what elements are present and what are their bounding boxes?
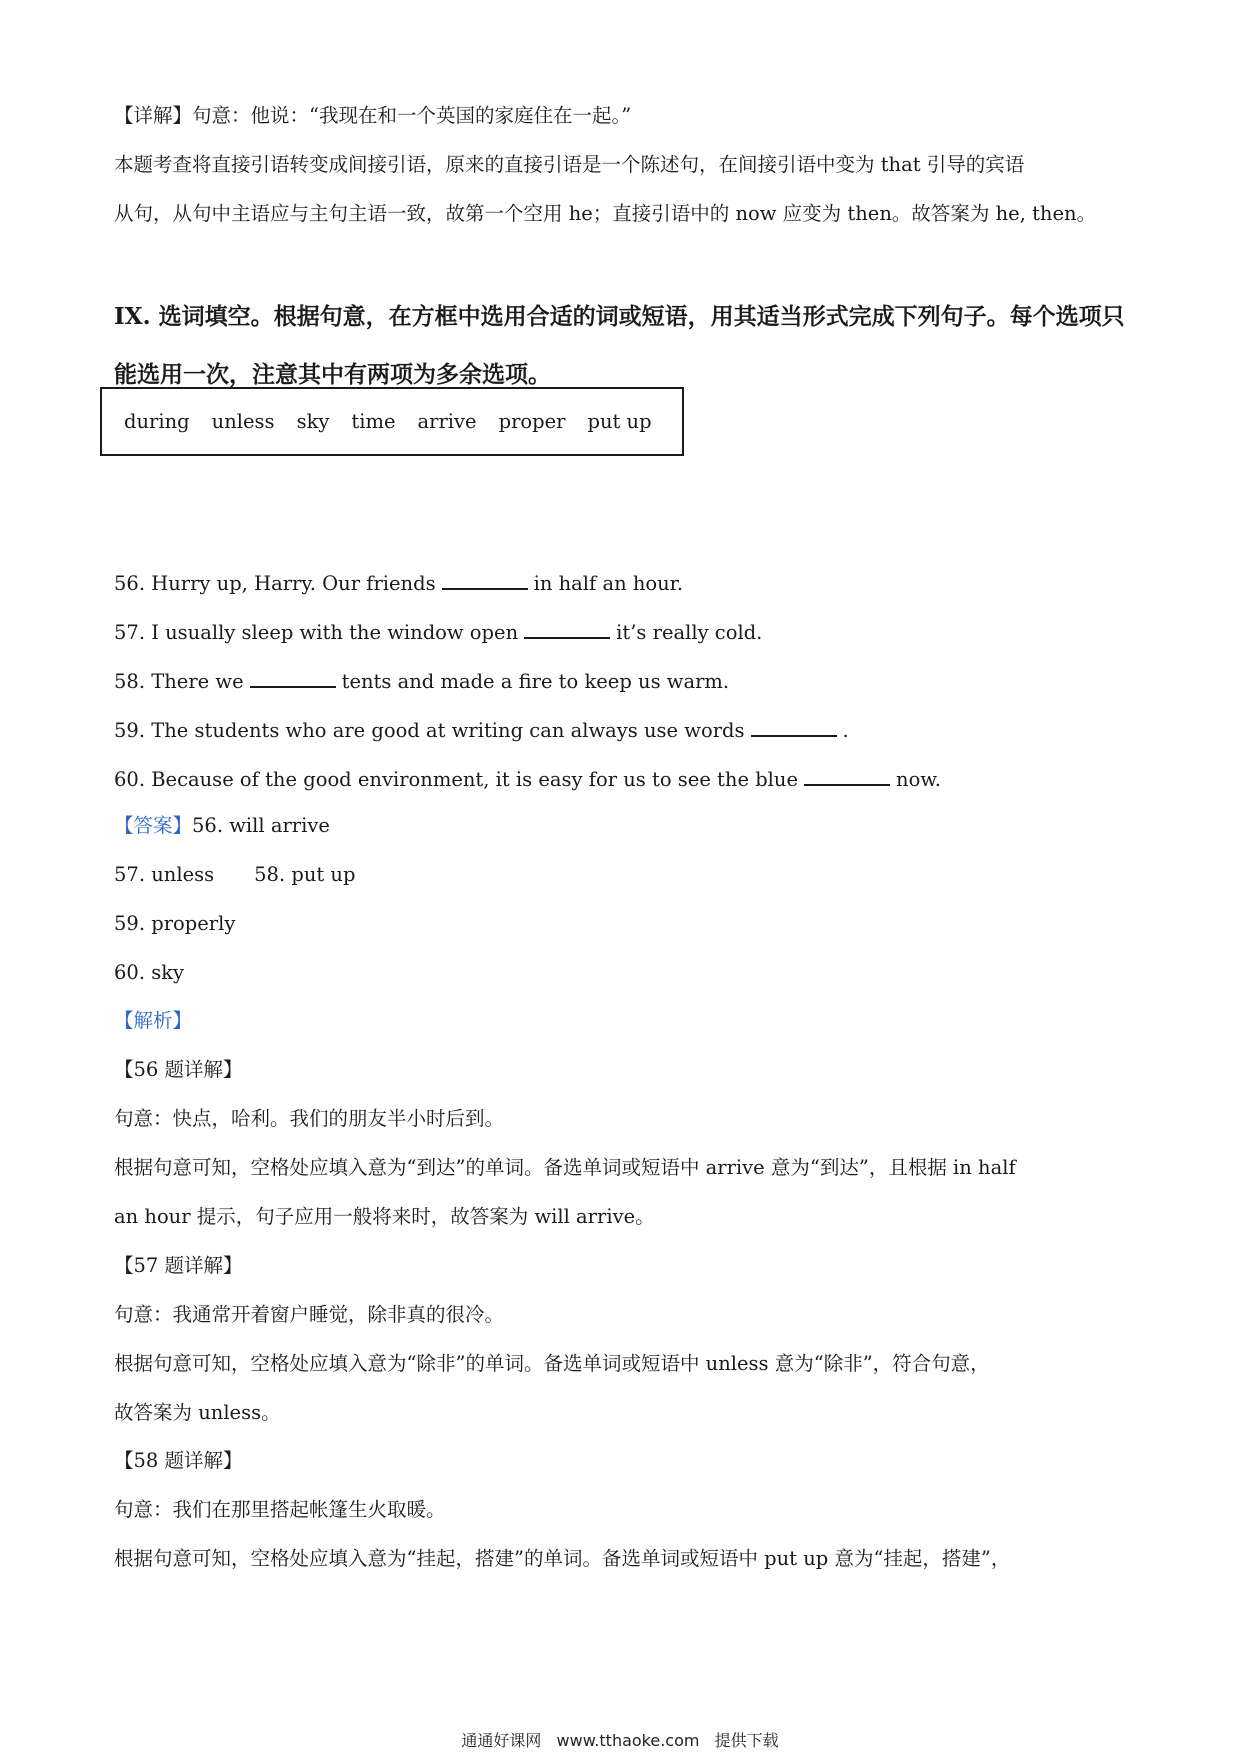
question-text: it’s really cold.	[616, 621, 763, 644]
answers-line	[114, 812, 330, 840]
answers-line	[114, 861, 355, 889]
q56-explain-1: 根据句意可知，空格处应填入意为“到达”的单词。备选单词或短语中 arrive 意为“到达”，且根据 in half	[114, 1156, 1016, 1179]
answer-blank	[751, 715, 837, 737]
answer-blank	[442, 568, 528, 590]
word-option: sky	[296, 410, 330, 433]
q57-title: 【57 题详解】	[114, 1254, 243, 1277]
question-text: tents and made a fire to keep us warm.	[341, 670, 730, 693]
q57-explain-2: 故答案为 unless。	[114, 1401, 281, 1424]
footer-download: 提供下载	[714, 1731, 779, 1750]
word-option: arrive	[417, 410, 477, 433]
answer-blank	[804, 764, 890, 786]
question-text: now.	[896, 768, 941, 791]
q58-meaning: 句意：我们在那里搭起帐篷生火取暖。	[114, 1498, 446, 1521]
question-56	[114, 568, 683, 598]
question-text: 59. The students who are good at writing can always use words	[114, 719, 745, 742]
question-text: in half an hour.	[533, 572, 684, 595]
word-box	[100, 387, 684, 456]
question-text: 56. Hurry up, Harry. Our friends	[114, 572, 436, 595]
detail-line: 【详解】句意：他说：“我现在和一个英国的家庭住在一起。”	[114, 104, 632, 127]
q56-title: 【56 题详解】	[114, 1058, 243, 1081]
answer-59: 59. properly	[114, 912, 236, 935]
question-text: 58. There we	[114, 670, 244, 693]
word-option: proper	[498, 410, 566, 433]
question-57	[114, 617, 762, 647]
word-option: unless	[211, 410, 275, 433]
answer-blank	[524, 617, 610, 639]
question-60	[114, 764, 941, 794]
question-58	[114, 666, 729, 696]
answer-57: 57. unless	[114, 863, 215, 886]
q57-explain-1: 根据句意可知，空格处应填入意为“除非”的单词。备选单词或短语中 unless 意为“除非”，符合句意，	[114, 1352, 990, 1375]
answer-tag: 【答案】	[114, 814, 193, 837]
question-59	[114, 715, 849, 745]
q58-title: 【58 题详解】	[114, 1449, 243, 1472]
analysis-tag: 【解析】	[114, 1009, 193, 1032]
page-footer	[0, 1728, 1240, 1751]
question-text: .	[842, 719, 849, 742]
question-text: 60. Because of the good environment, it is easy for us to see the blue	[114, 768, 799, 791]
question-text: 57. I usually sleep with the window open	[114, 621, 519, 644]
footer-url[interactable]: www.tthaoke.com	[556, 1731, 700, 1750]
answer-58: 58. put up	[254, 863, 356, 886]
word-option: put up	[587, 410, 652, 433]
explain-line-2: 从句，从句中主语应与主句主语一致，故第一个空用 he；直接引语中的 now 应变为 then。故答案为 he, then。	[114, 202, 1097, 225]
footer-site-name: 通通好课网	[461, 1731, 542, 1750]
section-heading: IX. 选词填空。根据句意，在方框中选用合适的词或短语，用其适当形式完成下列句子。每个选项只能选用一次，注意其中有两项为多余选项。	[114, 303, 1125, 388]
q57-meaning: 句意：我通常开着窗户睡觉，除非真的很冷。	[114, 1303, 505, 1326]
q58-explain-1: 根据句意可知，空格处应填入意为“挂起，搭建”的单词。备选单词或短语中 put up 意为“挂起，搭建”，	[114, 1547, 1011, 1570]
answer-60: 60. sky	[114, 961, 185, 984]
explain-line-1: 本题考查将直接引语转变成间接引语，原来的直接引语是一个陈述句，在间接引语中变为 that 引导的宾语	[114, 153, 1025, 176]
word-option: during	[124, 410, 190, 433]
answer-56: 56. will arrive	[192, 814, 330, 837]
answer-blank	[250, 666, 336, 688]
q56-explain-2: an hour 提示，句子应用一般将来时，故答案为 will arrive。	[114, 1205, 655, 1228]
q56-meaning: 句意：快点，哈利。我们的朋友半小时后到。	[114, 1107, 505, 1130]
word-option: time	[351, 410, 396, 433]
